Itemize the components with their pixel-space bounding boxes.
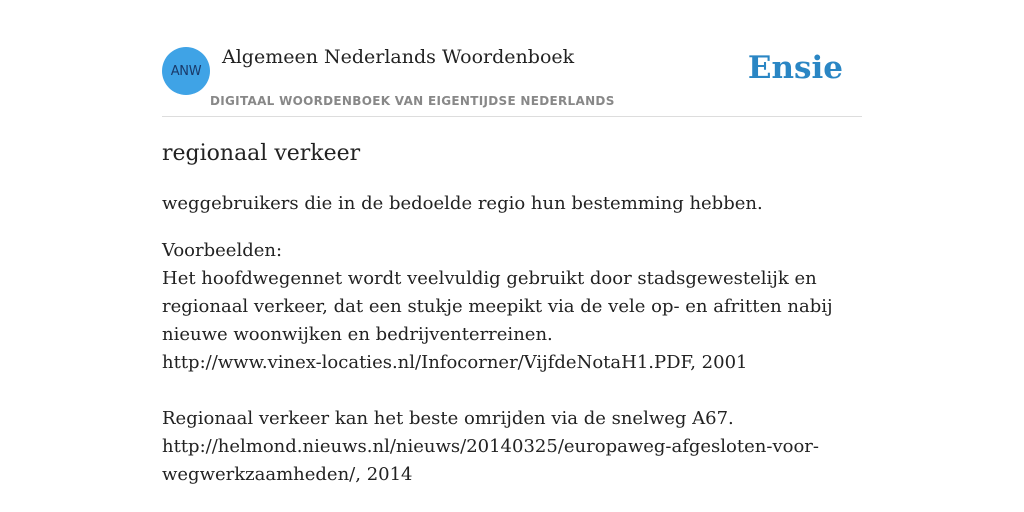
example-text: Regionaal verkeer kan het beste omrijden via de snelweg A67. [162, 408, 734, 429]
entry-term: regionaal verkeer [162, 141, 361, 166]
site-header [162, 44, 862, 117]
examples-section [162, 237, 862, 489]
examples-label: Voorbeelden: [162, 240, 283, 261]
site-title[interactable]: Algemeen Nederlands Woordenboek [222, 46, 575, 68]
anw-logo[interactable] [162, 47, 210, 95]
entry-definition: weggebruikers die in de bedoelde regio hun bestemming hebben. [162, 193, 763, 214]
example-source: http://www.vinex-locaties.nl/Infocorner/VijfdeNotaH1.PDF, 2001 [162, 352, 748, 373]
site-subtitle: DIGITAAL WOORDENBOEK VAN EIGENTIJDSE NEDERLANDS [210, 94, 615, 108]
entry-content [162, 138, 862, 489]
example-source: http://helmond.nieuws.nl/nieuws/20140325/europaweg-afgesloten-voor-wegwerkzaamheden/, 2014 [162, 436, 819, 485]
example-spacer [162, 377, 862, 405]
logo-text: ANW [170, 63, 202, 79]
example-text: Het hoofdwegennet wordt veelvuldig gebruikt door stadsgewestelijk en regionaal verkeer, dat een stukje meepikt via de vele op- en afritten nabij nieuwe woonwijken en bedrijventerreinen. [162, 268, 833, 345]
ensie-brand-logo[interactable]: Ensie [747, 50, 843, 86]
